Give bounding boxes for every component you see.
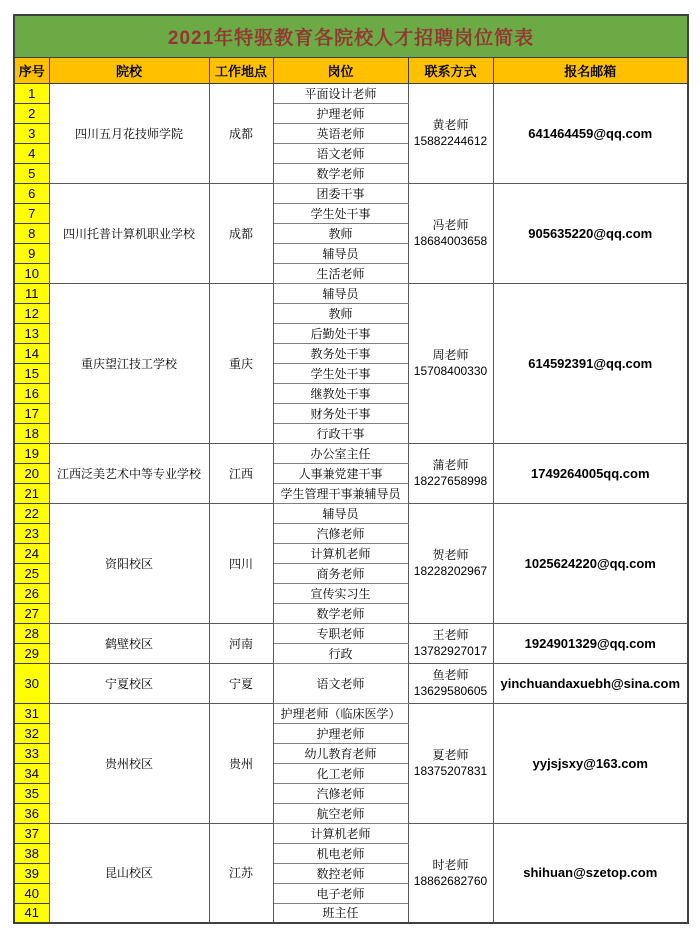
position-cell: 平面设计老师: [273, 83, 408, 103]
row-number-cell: 38: [14, 843, 49, 863]
school-cell: 资阳校区: [49, 503, 209, 623]
contact-name: 鱼老师: [432, 668, 469, 682]
column-header-contact: 联系方式: [408, 57, 493, 83]
contact-name: 黄老师: [432, 118, 469, 132]
school-cell: 鹤壁校区: [49, 623, 209, 663]
row-number-cell: 5: [14, 163, 49, 183]
row-number-cell: 3: [14, 123, 49, 143]
contact-name: 时老师: [432, 857, 469, 872]
position-cell: 宣传实习生: [273, 583, 408, 603]
position-cell: 专职老师: [273, 623, 408, 643]
column-header-school: 院校: [49, 57, 209, 83]
row-number-cell: 29: [14, 643, 49, 663]
row-number-cell: 25: [14, 563, 49, 583]
column-header-row: [14, 57, 688, 83]
column-header-location: 工作地点: [209, 57, 273, 83]
school-cell: 重庆望江技工学校: [49, 283, 209, 443]
row-number-cell: 31: [14, 703, 49, 723]
position-cell: 计算机老师: [273, 543, 408, 563]
column-header-email: 报名邮箱: [493, 57, 688, 83]
location-cell: 贵州: [209, 703, 273, 823]
table-title: 2021年特驱教育各院校人才招聘岗位简表: [14, 15, 688, 57]
location-cell: 四川: [209, 503, 273, 623]
contact-phone: 18862682760: [413, 873, 488, 888]
row-number-cell: 21: [14, 483, 49, 503]
position-cell: 团委干事: [273, 183, 408, 203]
row-number-cell: 40: [14, 883, 49, 903]
position-cell: 语文老师: [273, 663, 408, 703]
position-cell: 护理老师: [273, 103, 408, 123]
contact-cell: [408, 443, 493, 503]
location-cell: 成都: [209, 183, 273, 283]
contact-phone: 18375207831: [413, 764, 488, 778]
row-number-cell: 39: [14, 863, 49, 883]
position-cell: 幼儿教育老师: [273, 743, 408, 763]
position-cell: 汽修老师: [273, 783, 408, 803]
position-cell: 学生处干事: [273, 363, 408, 383]
row-number-cell: 13: [14, 323, 49, 343]
position-cell: 教师: [273, 303, 408, 323]
row-number-cell: 20: [14, 463, 49, 483]
position-cell: 航空老师: [273, 803, 408, 823]
table-row: [14, 503, 688, 523]
position-cell: 后勤处干事: [273, 323, 408, 343]
row-number-cell: 6: [14, 183, 49, 203]
school-cell: 宁夏校区: [49, 663, 209, 703]
email-cell: yyjsjsxy@163.com: [493, 703, 688, 823]
email-cell: 905635220@qq.com: [493, 183, 688, 283]
row-number-cell: 19: [14, 443, 49, 463]
row-number-cell: 14: [14, 343, 49, 363]
position-cell: 数学老师: [273, 163, 408, 183]
table-row: [14, 823, 688, 843]
position-cell: 护理老师: [273, 723, 408, 743]
position-cell: 机电老师: [273, 843, 408, 863]
email-cell: 1025624220@qq.com: [493, 503, 688, 623]
contact-cell: [408, 183, 493, 283]
position-cell: 教务处干事: [273, 343, 408, 363]
position-cell: 计算机老师: [273, 823, 408, 843]
contact-phone: 13782927017: [413, 644, 488, 658]
recruitment-table: [13, 14, 689, 924]
row-number-cell: 18: [14, 423, 49, 443]
position-cell: 电子老师: [273, 883, 408, 903]
row-number-cell: 4: [14, 143, 49, 163]
email-cell: yinchuandaxuebh@sina.com: [493, 663, 688, 703]
row-number-cell: 10: [14, 263, 49, 283]
row-number-cell: 16: [14, 383, 49, 403]
location-cell: 成都: [209, 83, 273, 183]
position-cell: 辅导员: [273, 243, 408, 263]
row-number-cell: 1: [14, 83, 49, 103]
contact-phone: 15882244612: [413, 134, 488, 148]
position-cell: 学生管理干事兼辅导员: [273, 483, 408, 503]
contact-phone: 15708400330: [413, 364, 488, 378]
school-cell: 江西泛美艺术中等专业学校: [49, 443, 209, 503]
location-cell: 河南: [209, 623, 273, 663]
row-number-cell: 23: [14, 523, 49, 543]
row-number-cell: 32: [14, 723, 49, 743]
row-number-cell: 7: [14, 203, 49, 223]
position-cell: 辅导员: [273, 503, 408, 523]
table-row: [14, 183, 688, 203]
row-number-cell: 34: [14, 763, 49, 783]
position-cell: 教师: [273, 223, 408, 243]
row-number-cell: 11: [14, 283, 49, 303]
position-cell: 继教处干事: [273, 383, 408, 403]
email-cell: shihuan@szetop.com: [493, 823, 688, 923]
position-cell: 班主任: [273, 903, 408, 923]
row-number-cell: 41: [14, 903, 49, 923]
contact-name: 王老师: [432, 628, 469, 642]
table-row: [14, 623, 688, 643]
contact-phone: 18684003658: [413, 234, 488, 248]
contact-name: 夏老师: [432, 748, 469, 762]
row-number-cell: 36: [14, 803, 49, 823]
email-cell: 1749264005qq.com: [493, 443, 688, 503]
table-row: [14, 83, 688, 103]
position-cell: 英语老师: [273, 123, 408, 143]
position-cell: 学生处干事: [273, 203, 408, 223]
email-cell: 641464459@qq.com: [493, 83, 688, 183]
position-cell: 数控老师: [273, 863, 408, 883]
contact-cell: [408, 283, 493, 443]
row-number-cell: 33: [14, 743, 49, 763]
position-cell: 汽修老师: [273, 523, 408, 543]
row-number-cell: 8: [14, 223, 49, 243]
column-header-index: 序号: [14, 57, 49, 83]
row-number-cell: 35: [14, 783, 49, 803]
row-number-cell: 37: [14, 823, 49, 843]
row-number-cell: 17: [14, 403, 49, 423]
contact-cell: [408, 503, 493, 623]
position-cell: 数学老师: [273, 603, 408, 623]
contact-name: 贺老师: [432, 548, 469, 562]
table-row: [14, 703, 688, 723]
position-cell: 办公室主任: [273, 443, 408, 463]
email-cell: 614592391@qq.com: [493, 283, 688, 443]
contact-phone: 13629580605: [413, 684, 488, 698]
location-cell: 江西: [209, 443, 273, 503]
position-cell: 商务老师: [273, 563, 408, 583]
position-cell: 财务处干事: [273, 403, 408, 423]
location-cell: 江苏: [209, 823, 273, 923]
position-cell: 行政干事: [273, 423, 408, 443]
school-cell: 昆山校区: [49, 823, 209, 923]
position-cell: 化工老师: [273, 763, 408, 783]
row-number-cell: 24: [14, 543, 49, 563]
column-header-position: 岗位: [273, 57, 408, 83]
school-cell: 四川五月花技师学院: [49, 83, 209, 183]
row-number-cell: 27: [14, 603, 49, 623]
contact-cell: [408, 623, 493, 663]
row-number-cell: 26: [14, 583, 49, 603]
contact-cell: [408, 83, 493, 183]
location-cell: 重庆: [209, 283, 273, 443]
position-cell: 语文老师: [273, 143, 408, 163]
position-cell: 行政: [273, 643, 408, 663]
title-row: [14, 15, 688, 57]
position-cell: 人事兼党建干事: [273, 463, 408, 483]
contact-phone: 18227658998: [413, 474, 488, 488]
position-cell: 辅导员: [273, 283, 408, 303]
contact-phone: 18228202967: [413, 564, 488, 578]
school-cell: 四川托普计算机职业学校: [49, 183, 209, 283]
row-number-cell: 30: [14, 663, 49, 703]
recruitment-sheet: [13, 14, 689, 924]
contact-name: 蒲老师: [432, 458, 469, 472]
contact-cell: [408, 703, 493, 823]
table-row: [14, 443, 688, 463]
row-number-cell: 12: [14, 303, 49, 323]
position-cell: 生活老师: [273, 263, 408, 283]
location-cell: 宁夏: [209, 663, 273, 703]
table-row: [14, 663, 688, 703]
position-cell: 护理老师（临床医学）: [273, 703, 408, 723]
contact-cell: [408, 663, 493, 703]
contact-name: 冯老师: [432, 218, 469, 232]
school-cell: 贵州校区: [49, 703, 209, 823]
contact-name: 周老师: [432, 348, 469, 362]
contact-cell: [408, 823, 493, 923]
row-number-cell: 22: [14, 503, 49, 523]
row-number-cell: 9: [14, 243, 49, 263]
row-number-cell: 2: [14, 103, 49, 123]
email-cell: 1924901329@qq.com: [493, 623, 688, 663]
row-number-cell: 15: [14, 363, 49, 383]
row-number-cell: 28: [14, 623, 49, 643]
table-row: [14, 283, 688, 303]
